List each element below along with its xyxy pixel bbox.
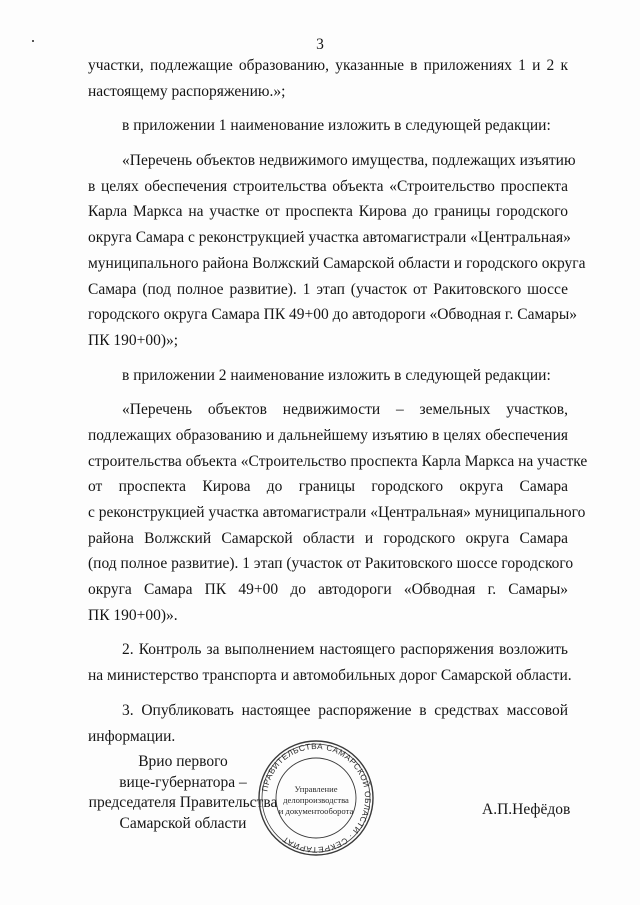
text-line: на министерство транспорта и автомобильных дорог Самарской области. <box>88 667 572 685</box>
signatory-position-line: вице-губернатора – <box>119 773 247 791</box>
seal-inner-line: Управление <box>294 784 338 794</box>
text-line: Самара (под полное развитие). 1 этап (участок от Ракитовского шоссе <box>88 280 568 298</box>
text-line: в целях обеспечения строительства объекта «Строительство проспекта <box>88 177 568 195</box>
text-line: информации. <box>88 727 176 745</box>
seal-ring-text: ПРАВИТЕЛЬСТВА САМАРСКОЙ ОБЛАСТИ · СЕКРЕТАРИАТ <box>260 741 373 855</box>
document-body <box>88 53 588 749</box>
seal-inner-line: и документооборота <box>278 806 354 816</box>
page-number: 3 <box>316 36 324 53</box>
signatory-position <box>88 752 278 834</box>
text-line: в приложении 2 наименование изложить в следующей редакции: <box>122 366 551 384</box>
text-line: участки, подлежащие образованию, указанные в приложениях 1 и 2 к <box>88 57 568 74</box>
paragraph-p2 <box>88 113 568 139</box>
signatory-position-line: Самарской области <box>119 814 247 832</box>
text-line: строительства объекта «Строительство проспекта Карла Маркса на участке <box>88 452 588 470</box>
text-line: округа Самара ПК 49+00 до автодороги «Обводная г. Самары» <box>88 581 568 599</box>
text-line: муниципального района Волжский Самарской области и городского округа <box>88 254 586 272</box>
signatory-name: А.П.Нефёдов <box>482 801 571 818</box>
paragraph-gap <box>88 354 568 363</box>
official-seal <box>256 738 376 858</box>
paragraph-p3 <box>88 148 586 354</box>
text-line: «Перечень объектов недвижимости – земельных участков, <box>122 401 568 419</box>
text-line: настоящему распоряжению.»; <box>88 82 286 100</box>
text-line: в приложении 1 наименование изложить в следующей редакции: <box>122 117 551 135</box>
paragraph-gap <box>88 139 568 148</box>
text-line: 3. Опубликовать настоящее распоряжение в средствах массовой <box>122 701 568 719</box>
paragraph-p6 <box>88 637 572 688</box>
paragraph-gap <box>88 104 568 113</box>
paragraph-p4 <box>88 363 568 389</box>
seal-inner-line: делопроизводства <box>283 795 349 805</box>
paragraph-p1 <box>88 53 568 104</box>
text-line: с реконструкцией участка автомагистрали «Центральная» муниципального <box>88 504 586 521</box>
text-line: 2. Контроль за выполнением настоящего распоряжения возложить <box>122 641 568 659</box>
paragraph-p5 <box>88 397 588 628</box>
text-line: округа Самара с реконструкцией участка автомагистрали «Центральная» <box>88 229 571 247</box>
paragraph-gap <box>88 388 568 397</box>
signatory-position-line: председателя Правительства <box>88 794 278 811</box>
text-line: «Перечень объектов недвижимого имущества, подлежащих изъятию <box>122 152 576 170</box>
paragraph-gap <box>88 689 568 698</box>
text-line: городского округа Самара ПК 49+00 до автодороги «Обводная г. Самары» <box>88 306 577 324</box>
text-line: района Волжский Самарской области и городского округа Самара <box>88 529 568 547</box>
text-line: подлежащих образованию и дальнейшему изъятию в целях обеспечения <box>88 426 568 444</box>
text-line: от проспекта Кирова до границы городского округа Самара <box>88 478 568 496</box>
signatory-position-line: Врио первого <box>138 753 228 770</box>
text-line: ПК 190+00)». <box>88 606 178 624</box>
text-line: (под полное развитие). 1 этап (участок от Ракитовского шоссе городского <box>88 555 574 573</box>
paragraph-gap <box>88 628 568 637</box>
text-line: ПК 190+00)»; <box>88 331 179 349</box>
text-line: Карла Маркса на участке от проспекта Кирова до границы городского <box>88 203 568 221</box>
